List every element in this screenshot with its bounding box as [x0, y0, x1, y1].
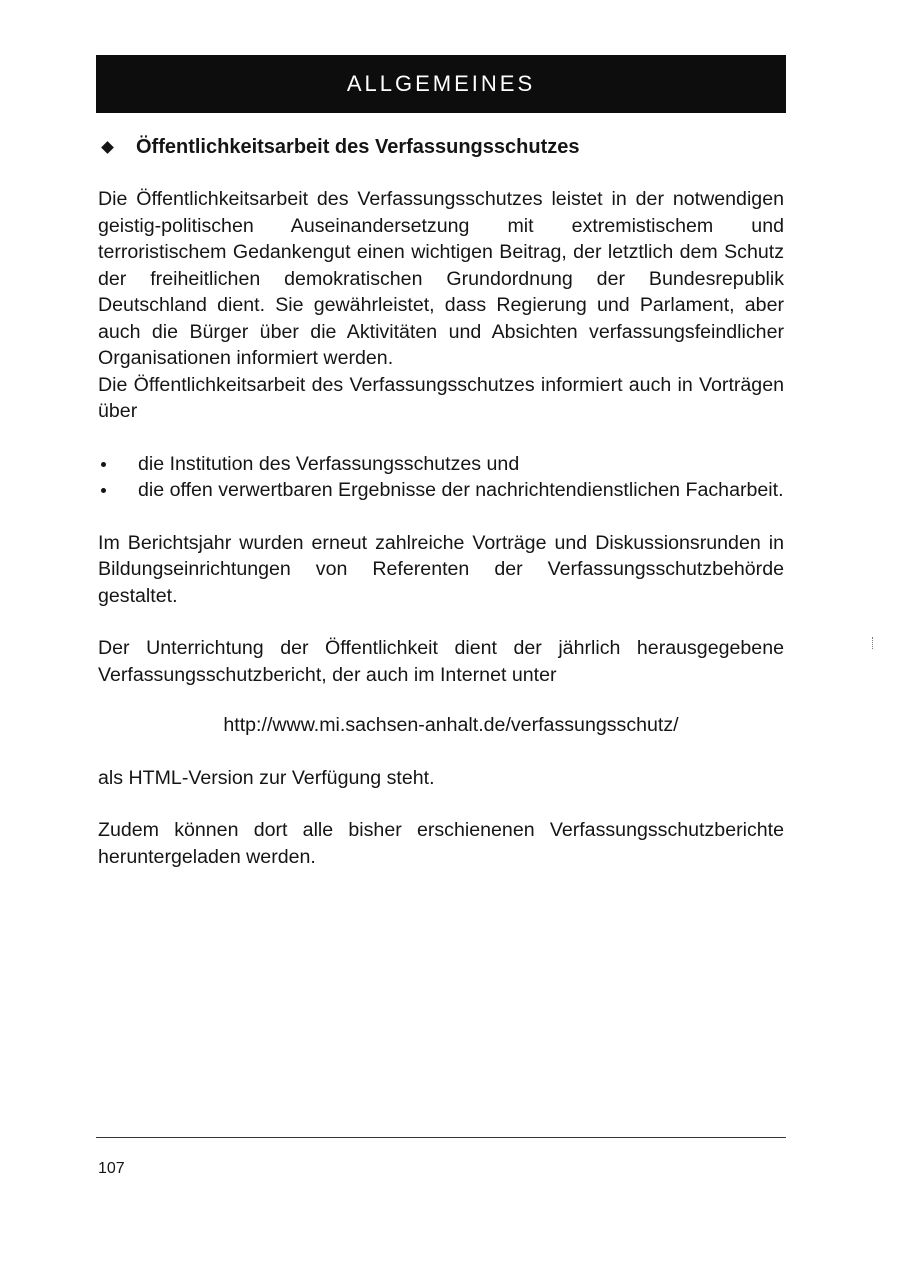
header-title: ALLGEMEINES [346, 71, 536, 96]
body-content [98, 186, 784, 870]
page-number: 107 [98, 1160, 125, 1177]
section-header-bar [96, 55, 786, 113]
list-item [98, 451, 784, 478]
paragraph-report-intro: Der Unterrichtung der Öffentlichkeit dient der jährlich herausgegebene Verfassungsschutzbericht, der auch im Internet unter [98, 637, 784, 686]
bullet-list [98, 451, 784, 504]
bullet-dot-icon [101, 462, 106, 467]
paragraph-downloads: Zudem können dort alle bisher erschienenen Verfassungsschutzberichte heruntergeladen werden. [98, 819, 784, 868]
section-heading-text: Öffentlichkeitsarbeit des Verfassungsschutzes [136, 136, 580, 158]
margin-mark [872, 637, 874, 649]
section-heading [98, 136, 580, 159]
list-item [98, 477, 784, 504]
paragraph-report-year: Im Berichtsjahr wurden erneut zahlreiche Vorträge und Diskussionsrunden in Bildungseinrichtungen von Referenten der Verfassungsschutzbehörde gestaltet. [98, 531, 784, 607]
paragraph-html-version: als HTML-Version zur Verfügung steht. [98, 766, 435, 789]
paragraph-lectures: Die Öffentlichkeitsarbeit des Verfassungsschutzes informiert auch in Vorträgen über [98, 373, 784, 422]
footer-divider [96, 1137, 786, 1138]
list-item-text: die Institution des Verfassungsschutzes und [138, 452, 520, 475]
paragraph-intro: Die Öffentlichkeitsarbeit des Verfassungsschutzes leistet in der notwendigen geistig-politischen Auseinandersetzung mit extremistischem und terroristischem Gedankengut einen wichtigen Beitrag, der letztlich dem Schutz der freiheitlichen demokratischen Grundordnung der Bundesrepublik Deutschland dient. Sie gewährleistet, dass Regierung und Parlament, aber auch die Bürger über die Aktivitäten und Absichten verfassungsfeindlicher Organisationen informiert werden. [98, 188, 784, 369]
bullet-dot-icon [101, 488, 106, 493]
website-url[interactable]: http://www.mi.sachsen-anhalt.de/verfassungsschutz/ [223, 714, 679, 736]
diamond-bullet-icon [101, 141, 114, 154]
list-item-text: die offen verwertbaren Ergebnisse der nachrichtendienstlichen Facharbeit. [138, 479, 784, 501]
